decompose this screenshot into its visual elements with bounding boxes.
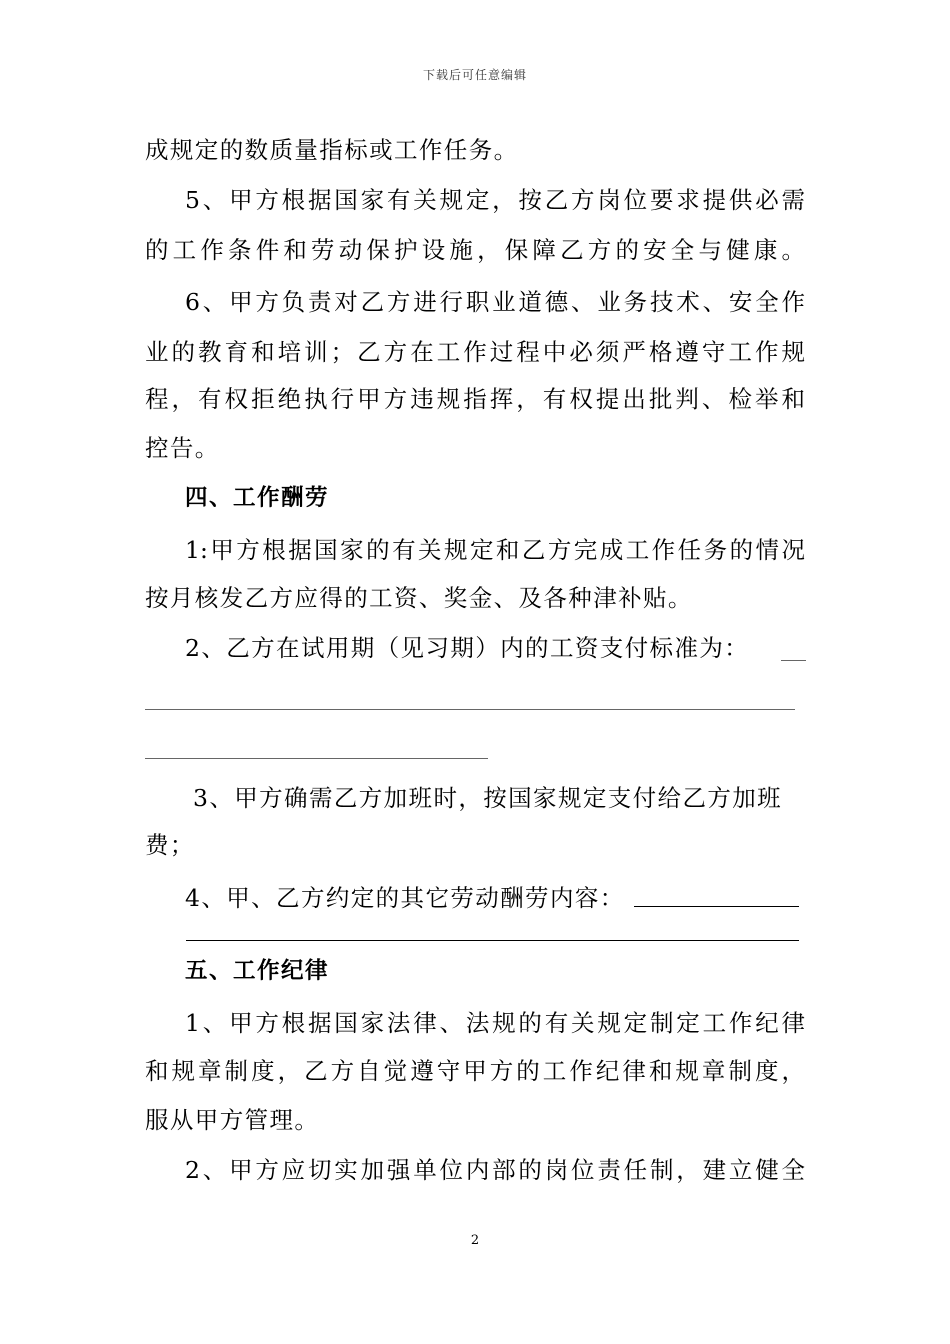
pay-clause-1-line-2: 按月核发乙方应得的工资、奖金、及各种津补贴。 bbox=[145, 584, 693, 612]
blank-underline bbox=[634, 906, 799, 907]
pay-clause-1-line-1: 1:甲方根据国家的有关规定和乙方完成工作任务的情况 bbox=[185, 536, 805, 564]
pay-clause-4-line: 4、甲、乙方约定的其它劳动酬劳内容： bbox=[185, 884, 625, 912]
discipline-clause-1-line-1: 1、甲方根据国家法律、法规的有关规定制定工作纪律 bbox=[185, 1009, 805, 1037]
clause-5-line-1: 5、甲方根据国家有关规定，按乙方岗位要求提供必需 bbox=[185, 186, 805, 214]
discipline-clause-2-line-1: 2、甲方应切实加强单位内部的岗位责任制，建立健全 bbox=[185, 1156, 805, 1184]
paragraph-line: 成规定的数质量指标或工作任务。 bbox=[145, 136, 519, 164]
section-4-heading: 四、工作酬劳 bbox=[185, 485, 330, 511]
clause-5-line-2: 的工作条件和劳动保护设施，保障乙方的安全与健康。 bbox=[145, 236, 805, 264]
clause-6-line-2: 业的教育和培训；乙方在工作过程中必须严格遵守工作规 bbox=[145, 338, 805, 366]
clause-6-line-4: 控告。 bbox=[145, 434, 220, 462]
pay-clause-3-line-2: 费； bbox=[145, 831, 195, 859]
blank-underline bbox=[145, 758, 488, 759]
pay-clause-2-line: 2、乙方在试用期（见习期）内的工资支付标准为： bbox=[185, 634, 750, 662]
page-header: 下载后可任意编辑 bbox=[422, 68, 527, 82]
blank-underline bbox=[781, 660, 806, 661]
discipline-clause-1-line-2: 和规章制度，乙方自觉遵守甲方的工作纪律和规章制度， bbox=[145, 1057, 805, 1085]
section-5-heading: 五、工作纪律 bbox=[185, 958, 330, 984]
blank-underline bbox=[145, 709, 795, 710]
clause-6-line-1: 6、甲方负责对乙方进行职业道德、业务技术、安全作 bbox=[185, 288, 805, 316]
blank-underline bbox=[186, 940, 799, 941]
clause-6-line-3: 程，有权拒绝执行甲方违规指挥，有权提出批判、检举和 bbox=[145, 385, 805, 413]
page-number: 2 bbox=[470, 1233, 480, 1248]
pay-clause-3-line-1: 3、甲方确需乙方加班时，按国家规定支付给乙方加班 bbox=[193, 784, 783, 812]
discipline-clause-1-line-3: 服从甲方管理。 bbox=[145, 1106, 320, 1134]
